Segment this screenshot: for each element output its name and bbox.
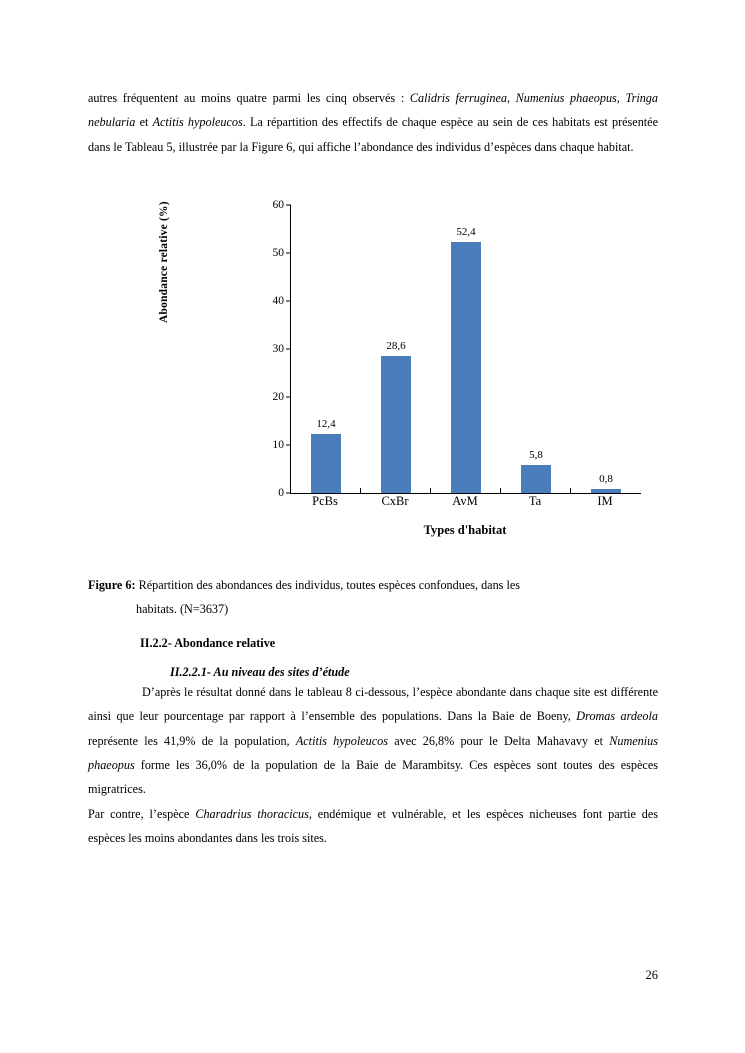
bar-cell bbox=[571, 205, 641, 493]
text-run-2: , bbox=[506, 91, 516, 105]
figure-caption bbox=[88, 574, 658, 622]
text-run-7: Actitis hypoleucos bbox=[152, 115, 243, 130]
y-tick-label: 30 bbox=[272, 343, 284, 356]
bar-value-label: 0,8 bbox=[599, 473, 613, 486]
y-tick-mark bbox=[286, 445, 291, 446]
text-run-4: avec 26,8% pour le Delta Mahavavy et bbox=[388, 733, 610, 748]
y-tick-label: 50 bbox=[272, 247, 284, 260]
x-tick-label-IM: IM bbox=[570, 494, 640, 509]
bar-PcBs bbox=[311, 417, 340, 494]
text-run-5: Numenius phaeopus bbox=[88, 733, 658, 772]
x-tick-mark bbox=[360, 488, 361, 493]
paragraph-resultats bbox=[88, 680, 658, 802]
x-axis-label: Types d'habitat bbox=[423, 523, 507, 538]
bar-CxBr bbox=[381, 339, 410, 493]
text-run-2: représente les 41,9% de la population, bbox=[88, 733, 296, 748]
y-tick-label: 0 bbox=[278, 487, 284, 500]
x-tick-label-CxBr: CxBr bbox=[360, 494, 430, 509]
text-run-0: D’après le résultat donné dans le tableau 8 ci-dessous, l’espèce abondante dans chaque site est différente ainsi que leur pourcentage par rapport à l’ensemble des populations. Dans la Baie de Boeny, bbox=[88, 684, 658, 724]
text-run-6: et bbox=[135, 115, 153, 130]
bar-AvM bbox=[451, 225, 480, 494]
text-run-1: Calidris ferruginea bbox=[409, 91, 507, 105]
figure-6 bbox=[88, 183, 658, 568]
x-axis-ticks bbox=[290, 494, 640, 509]
bar-cell bbox=[291, 205, 361, 493]
text-run-0: Par contre, l’espèce bbox=[88, 806, 196, 821]
plot-area bbox=[272, 199, 641, 500]
bar-value-label: 52,4 bbox=[456, 225, 476, 238]
bar-cell bbox=[501, 205, 571, 493]
page-number: 26 bbox=[645, 968, 658, 982]
x-tick-label-PcBs: PcBs bbox=[312, 494, 338, 509]
paragraph-intro bbox=[88, 86, 658, 159]
bar-Ta bbox=[521, 449, 550, 493]
paragraph-par-contre bbox=[88, 802, 658, 851]
text-run-2: , endémique et vulnérable, et les espèces nicheuses font partie des espèces les moins abondantes dans les trois sites. bbox=[88, 806, 658, 846]
bar-value-label: 12,4 bbox=[316, 417, 336, 430]
text-run-4: , bbox=[616, 91, 626, 105]
bar-chart bbox=[158, 193, 638, 563]
x-tick-mark bbox=[430, 488, 431, 493]
y-tick-label: 40 bbox=[272, 295, 284, 308]
figure-caption-text-line2: habitats. (N=3637) bbox=[136, 602, 229, 616]
figure-caption-text: Répartition des abondances des individus, toutes espèces confondues, dans les bbox=[138, 578, 521, 593]
text-run-1: Charadrius thoracicus bbox=[195, 806, 309, 821]
y-tick-label: 20 bbox=[272, 391, 284, 404]
text-run-8: . La répartition des effectifs de chaque espèce au sein de ces habitats est présentée dans le Tableau 5, illustrée par la Figure 6, qui affiche l’abondance des individus d’espèces dans chaque habitat. bbox=[88, 115, 658, 154]
bar-value-label: 5,8 bbox=[529, 449, 543, 462]
x-tick-mark bbox=[500, 488, 501, 493]
page-content bbox=[88, 86, 658, 851]
text-run-6: forme les 36,0% de la population de la Baie de Marambitsy. Ces espèces sont toutes des espèces migratrices. bbox=[88, 758, 658, 797]
text-run-0: autres fréquentent au moins quatre parmi les cinq observés : bbox=[88, 91, 410, 105]
x-tick-label-Ta: Ta bbox=[500, 494, 570, 509]
y-tick-label: 10 bbox=[272, 439, 284, 452]
y-tick-mark bbox=[286, 349, 291, 350]
text-run-3: Numenius phaeopus bbox=[515, 91, 617, 105]
y-axis-label: Abondance relative (%) bbox=[158, 201, 170, 324]
bar-value-label: 28,6 bbox=[386, 339, 406, 352]
x-tick-mark bbox=[570, 488, 571, 493]
bar-series bbox=[291, 205, 641, 493]
y-tick-mark bbox=[286, 301, 291, 302]
text-run-1: Dromas ardeola bbox=[576, 709, 658, 724]
bar-IM bbox=[591, 473, 620, 493]
section-heading-abondance-relative: II.2.2- Abondance relative bbox=[140, 635, 276, 650]
bar-cell bbox=[431, 205, 501, 493]
text-run-3: Actitis hypoleucos bbox=[295, 733, 389, 748]
y-tick-label: 60 bbox=[272, 199, 284, 212]
bar-cell bbox=[361, 205, 431, 493]
x-tick-label-AvM: AvM bbox=[430, 494, 500, 509]
y-tick-mark bbox=[286, 253, 291, 254]
figure-caption-label: Figure 6: bbox=[88, 578, 136, 593]
subsection-heading-sites-etude: II.2.2.1- Au niveau des sites d’étude bbox=[170, 664, 350, 679]
text-run-5: Tringa nebularia bbox=[88, 91, 658, 130]
y-tick-mark bbox=[286, 205, 291, 206]
y-tick-mark bbox=[286, 397, 291, 398]
